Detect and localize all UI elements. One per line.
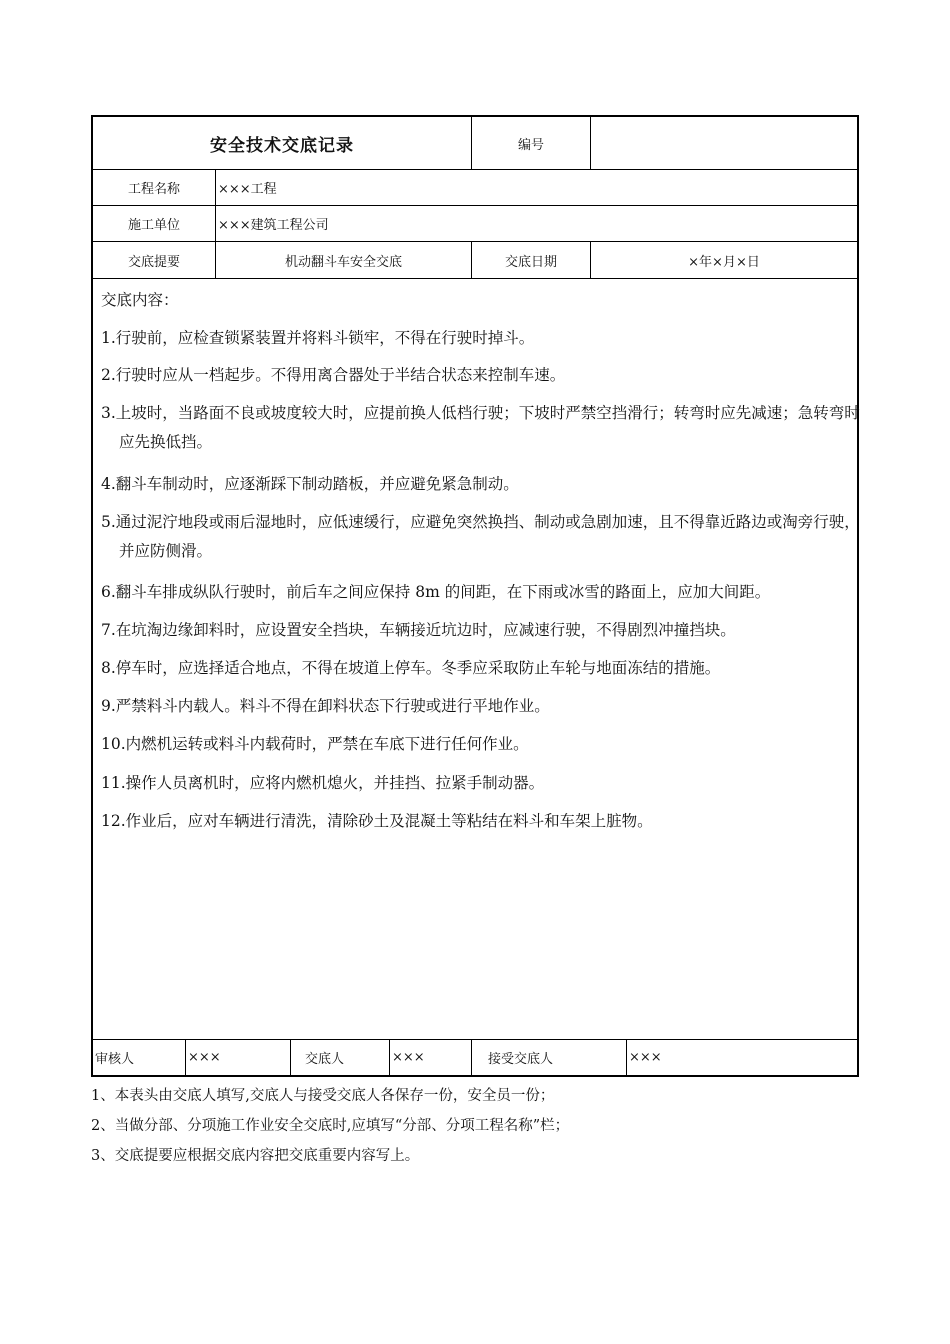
discloser-label: 交底人: [305, 1052, 345, 1067]
date-label: 交底日期: [504, 254, 557, 270]
summary-label: 交底提要: [127, 254, 180, 270]
content-item: 5.通过泥泞地段或雨后湿地时，应低速缓行，应避免突然换挡、制动或急剧加速，且不得靠近路边或淘旁行驶，并应防侧滑。: [101, 513, 860, 560]
content-item: 10.内燃机运转或料斗内载荷时，严禁在车底下进行任何作业。: [101, 735, 529, 753]
content-item: 4.翻斗车制动时，应逐渐踩下制动踏板，并应避免紧急制动。: [101, 475, 519, 493]
col-divider: [290, 1039, 291, 1077]
date-value[interactable]: ×年×月×日: [688, 254, 760, 270]
content-heading: 交底内容：: [101, 291, 179, 309]
number-value[interactable]: [591, 117, 857, 169]
project-value[interactable]: ×××工程: [218, 182, 277, 197]
content-item: 8.停车时，应选择适合地点，不得在坡道上停车。冬季应采取防止车轮与地面冻结的措施。: [101, 659, 721, 677]
project-label: 工程名称: [127, 182, 180, 197]
content-item: 7.在坑淘边缘卸料时，应设置安全挡块，车辆接近坑边时，应减速行驶，不得剧烈冲撞挡块。: [101, 621, 736, 639]
note-line: 3、交底提要应根据交底内容把交底重要内容写上。: [91, 1148, 420, 1164]
number-label: 编号: [517, 137, 544, 153]
company-value[interactable]: ×××建筑工程公司: [218, 218, 329, 233]
summary-value[interactable]: 机动翻斗车安全交底: [284, 254, 402, 270]
note-line: 2、当做分部、分项施工作业安全交底时,应填写“分部、分项工程名称”栏；: [91, 1118, 570, 1134]
col-divider: [471, 1039, 472, 1077]
content-item: 3.上坡时，当路面不良或坡度较大时，应提前换人低档行驶；下坡时严禁空挡滑行；转弯时应先减速；急转弯时应先换低挡。: [101, 404, 860, 451]
note-line: 1、本表头由交底人填写,交底人与接受交底人各保存一份，安全员一份；: [91, 1088, 555, 1104]
receiver-value[interactable]: ×××: [629, 1050, 662, 1065]
content-item: 9.严禁料斗内载人。料斗不得在卸料状态下行驶或进行平地作业。: [101, 697, 550, 715]
content-item: 12.作业后，应对车辆进行清洗，清除砂土及混凝土等粘结在料斗和车架上脏物。: [101, 812, 653, 830]
form-title: 安全技术交底记录: [210, 135, 354, 156]
reviewer-value[interactable]: ×××: [188, 1050, 221, 1065]
row-divider: [91, 278, 859, 279]
reviewer-label: 审核人: [95, 1052, 135, 1067]
company-label: 施工单位: [127, 218, 180, 233]
content-item: 2.行驶时应从一档起步。不得用离合器处于半结合状态来控制车速。: [101, 366, 566, 384]
discloser-value[interactable]: ×××: [392, 1050, 425, 1065]
content-item: 1.行驶前，应检查锁紧装置并将料斗锁牢，不得在行驶时掉斗。: [101, 329, 535, 347]
content-item: 6.翻斗车排成纵队行驶时，前后车之间应保持 8m 的间距，在下雨或冰雪的路面上，应加大间距。: [101, 583, 771, 601]
content-item: 11.操作人员离机时，应将内燃机熄火，并挂挡、拉紧手制动器。: [101, 774, 545, 792]
receiver-label: 接受交底人: [488, 1052, 554, 1067]
